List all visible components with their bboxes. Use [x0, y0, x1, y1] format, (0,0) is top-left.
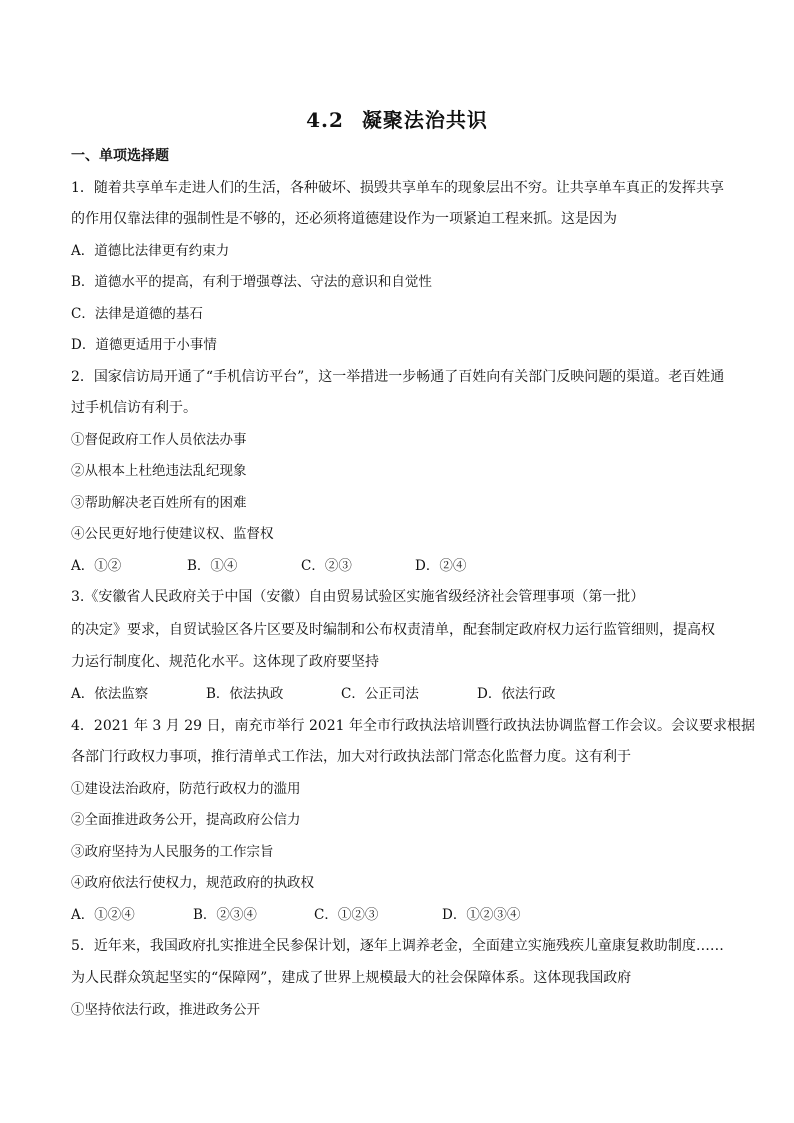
q3-stem-line3: 力运行制度化、规范化水平。这体现了政府要坚持 [71, 654, 379, 670]
q4-option-c: C．①②③ [314, 907, 379, 923]
q2-option-b: B．①④ [187, 558, 238, 574]
q1-option-c: C．法律是道德的基石 [71, 306, 203, 322]
q4-statement-3: ③政府坚持为人民服务的工作宗旨 [71, 844, 274, 860]
q1-option-b: B．道德水平的提高，有利于增强尊法、守法的意识和自觉性 [71, 274, 432, 290]
q4-stem-line2: 各部门行政权力事项，推行清单式工作法，加大对行政执法部门常态化监督力度。这有利于 [71, 749, 631, 765]
page-title [0, 104, 794, 133]
q2-stem-line2: 过手机信访有利于。 [71, 400, 197, 416]
q1-stem-line1: 1．随着共享单车走进人们的生活，各种破坏、损毁共享单车的现象层出不穷。让共享单车真正的发挥共享 [71, 180, 724, 196]
q2-option-a: A．①② [71, 558, 122, 574]
q1-option-d: D．道德更适用于小事情 [71, 337, 217, 353]
q2-option-d: D．②④ [415, 558, 467, 574]
title-number: 4.2 [306, 108, 344, 132]
q2-statement-1: ①督促政府工作人员依法办事 [71, 432, 247, 448]
q5-stem-line2: 为人民群众筑起坚实的“保障网”，建成了世界上规模最大的社会保障体系。这体现我国政府 [71, 970, 632, 986]
q1-stem-line2: 的作用仅靠法律的强制性是不够的，还必须将道德建设作为一项紧迫工程来抓。这是因为 [71, 211, 617, 227]
q3-option-c: C．公正司法 [341, 686, 419, 702]
q4-stem-line1: 4．2021 年 3 月 29 日，南充市举行 2021 年全市行政执法培训暨行政执法协调监督工作会议。会议要求根据 [71, 718, 756, 734]
q4-option-d: D．①②③④ [442, 907, 521, 923]
q4-option-a: A．①②④ [71, 907, 135, 923]
q2-stem-line1: 2．国家信访局开通了“手机信访平台”，这一举措进一步畅通了百姓向有关部门反映问题的渠道。老百姓通 [71, 369, 725, 385]
q4-statement-4: ④政府依法行使权力，规范政府的执政权 [71, 875, 314, 891]
q2-option-c: C．②③ [301, 558, 352, 574]
q3-option-b: B．依法执政 [206, 686, 284, 702]
q1-option-a: A．道德比法律更有约束力 [71, 243, 230, 259]
section-heading: 一、单项选择题 [71, 148, 169, 164]
q5-stem-line1: 5．近年来，我国政府扎实推进全民参保计划，逐年上调养老金，全面建立实施残疾儿童康复救助制度…… [71, 938, 724, 954]
title-text: 凝聚法治共识 [361, 108, 488, 132]
q2-statement-4: ④公民更好地行使建议权、监督权 [71, 526, 274, 542]
q4-statement-2: ②全面推进政务公开，提高政府公信力 [71, 812, 301, 828]
q3-stem-line2: 的决定》要求，自贸试验区各片区要及时编制和公布权责清单，配套制定政府权力运行监管细则，提高权 [71, 622, 715, 638]
q2-statement-2: ②从根本上杜绝违法乱纪现象 [71, 463, 247, 479]
q3-stem-line1: 3.《安徽省人民政府关于中国（安徽）自由贸易试验区实施省级经济社会管理事项（第一批） [71, 589, 645, 605]
q2-statement-3: ③帮助解决老百姓所有的困难 [71, 495, 247, 511]
q3-option-a: A．依法监察 [71, 686, 149, 702]
q4-statement-1: ①建设法治政府，防范行政权力的滥用 [71, 781, 301, 797]
q4-option-b: B．②③④ [193, 907, 257, 923]
q3-option-d: D．依法行政 [477, 686, 556, 702]
q5-statement-1: ①坚持依法行政，推进政务公开 [71, 1002, 260, 1018]
